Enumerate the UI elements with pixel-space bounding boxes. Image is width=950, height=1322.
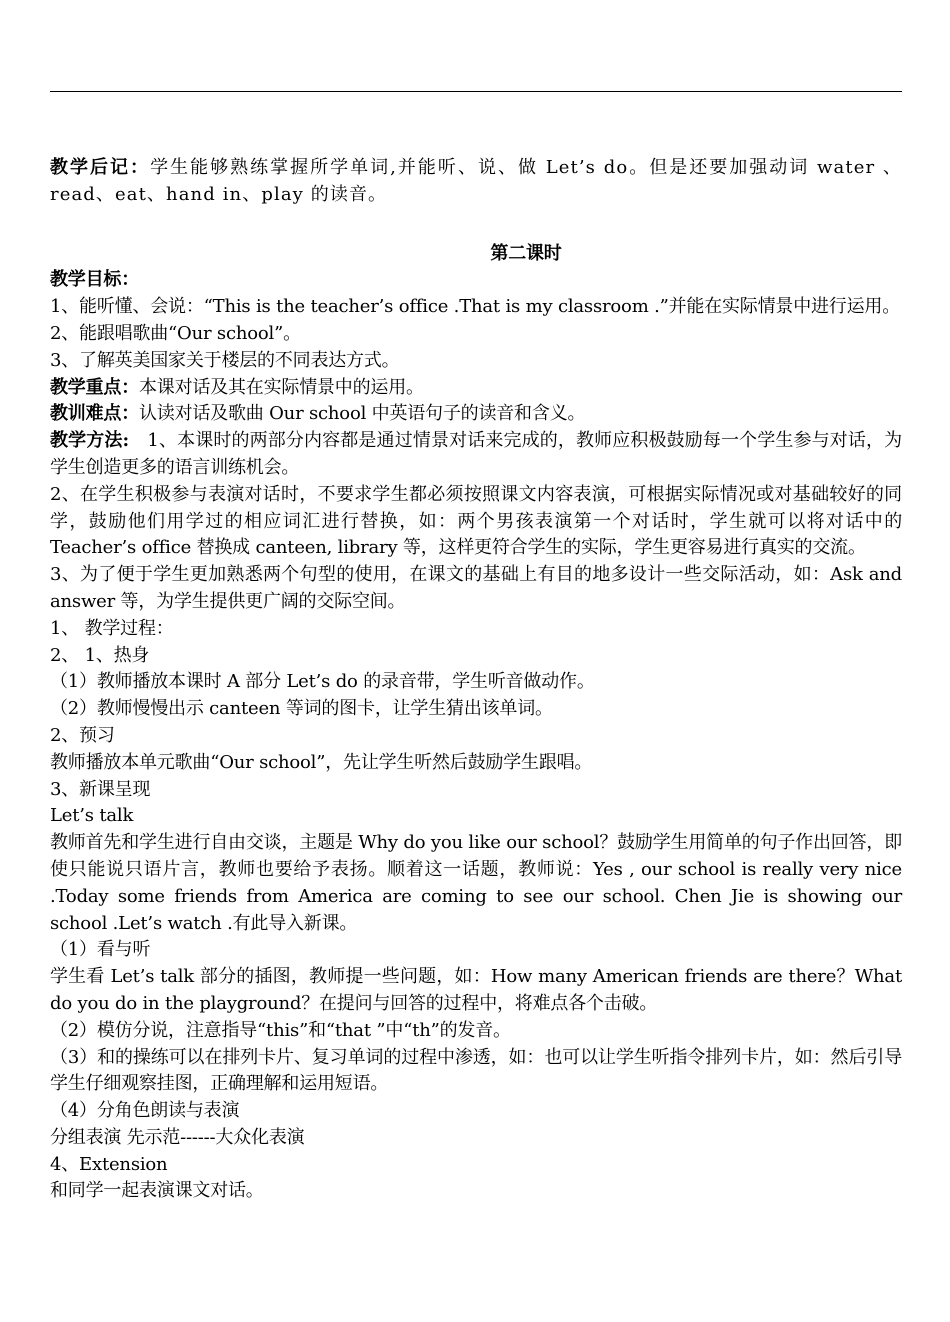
process-line: （1）教师播放本课时 A 部分 Let’s do 的录音带，学生听音做动作。: [50, 671, 595, 693]
difficulty-label: 教训难点：: [50, 403, 139, 425]
objective-item: 1、能听懂、会说：“This is the teacher’s office .That is my classroom .”并能在实际情景中进行运用。: [50, 296, 901, 318]
process-line: （2）模仿分说，注意指导“this”和“that ”中“th”的发音。: [50, 1019, 511, 1041]
process-line: 4、Extension: [50, 1153, 168, 1175]
postscript-paragraph: [50, 155, 902, 209]
method-text: 1、本课时的两部分内容都是通过情景对话来完成的，教师应积极鼓励每一个学生参与对话，为学生创造更多的语言训练机会。: [50, 430, 902, 478]
postscript-label: 教学后记：: [50, 157, 151, 178]
process-line: 1、 教学过程：: [50, 617, 174, 639]
header-rule: [50, 91, 902, 92]
process-line: 2、预习: [50, 724, 115, 746]
key-point-paragraph: [50, 375, 902, 402]
method-item: 2、在学生积极参与表演对话时，不要求学生都必须按照课文内容表演，可根据实际情况或对基础较好的同学，鼓励他们用学过的相应词汇进行替换，如：两个男孩表演第一个对话时，学生就可以将对话中的 Teacher’s office 替换成 canteen, library 等，这样更符合学生的实际，学生更容易进行真实的交流。: [50, 483, 902, 559]
difficulty-text: 认读对话及歌曲 Our school 中英语句子的读音和含义。: [139, 403, 586, 425]
process-line: 3、新课呈现: [50, 778, 151, 800]
process-line: 分组表演 先示范------大众化表演: [50, 1126, 305, 1148]
process-line: 和同学一起表演课文对话。: [50, 1180, 264, 1202]
process-line: （1）看与听: [50, 939, 151, 961]
method-paragraph: [50, 428, 902, 482]
lesson-title: 第二课时: [490, 242, 562, 264]
method-label: 教学方法:: [50, 430, 129, 452]
spacer: [50, 209, 902, 241]
key-point-text: 本课对话及其在实际情景中的运用。: [139, 376, 424, 398]
objective-item: 3、了解英美国家关于楼层的不同表达方式。: [50, 349, 400, 371]
key-point-label: 教学重点：: [50, 376, 139, 398]
postscript-text: 学生能够熟练掌握所学单词,并能听、说、做 Let’s do。但是还要加强动词 water 、read、eat、hand in、play 的读音。: [50, 157, 903, 205]
process-line: 教师首先和学生进行自由交谈，主题是 Why do you like our school？鼓励学生用简单的句子作出回答，即使只能说只语片言，教师也要给予表扬。顺着这一话题，教师说：Yes , our school is really very nice .Today some friends from America are coming to see our school. Chen Jie is showing our school .Let’s watch .有此导入新课。: [50, 832, 902, 934]
process-line: 教师播放本单元歌曲“Our school”，先让学生听然后鼓励学生跟唱。: [50, 751, 593, 773]
process-line: Let’s talk: [50, 805, 134, 827]
process-line: 2、 1、热身: [50, 644, 150, 666]
difficulty-paragraph: [50, 401, 902, 428]
process-line: 学生看 Let’s talk 部分的插图，教师提一些问题，如：How many American friends are there？What do you do in the playground？在提问与回答的过程中，将难点各个击破。: [50, 966, 902, 1014]
method-item: 3、为了便于学生更加熟悉两个句型的使用，在课文的基础上有目的地多设计一些交际活动，如：Ask and answer 等，为学生提供更广阔的交际空间。: [50, 564, 902, 612]
process-line: （2）教师慢慢出示 canteen 等词的图卡，让学生猜出该单词。: [50, 698, 553, 720]
document-body: [50, 155, 902, 1205]
process-line: （4）分角色朗读与表演: [50, 1100, 240, 1122]
objective-item: 2、能跟唱歌曲“Our school”。: [50, 322, 301, 344]
objectives-label: 教学目标：: [50, 269, 139, 291]
process-line: （3）和的操练可以在排列卡片、复习单词的过程中渗透，如：也可以让学生听指令排列卡片，如：然后引导学生仔细观察挂图，正确理解和运用短语。: [50, 1046, 902, 1095]
